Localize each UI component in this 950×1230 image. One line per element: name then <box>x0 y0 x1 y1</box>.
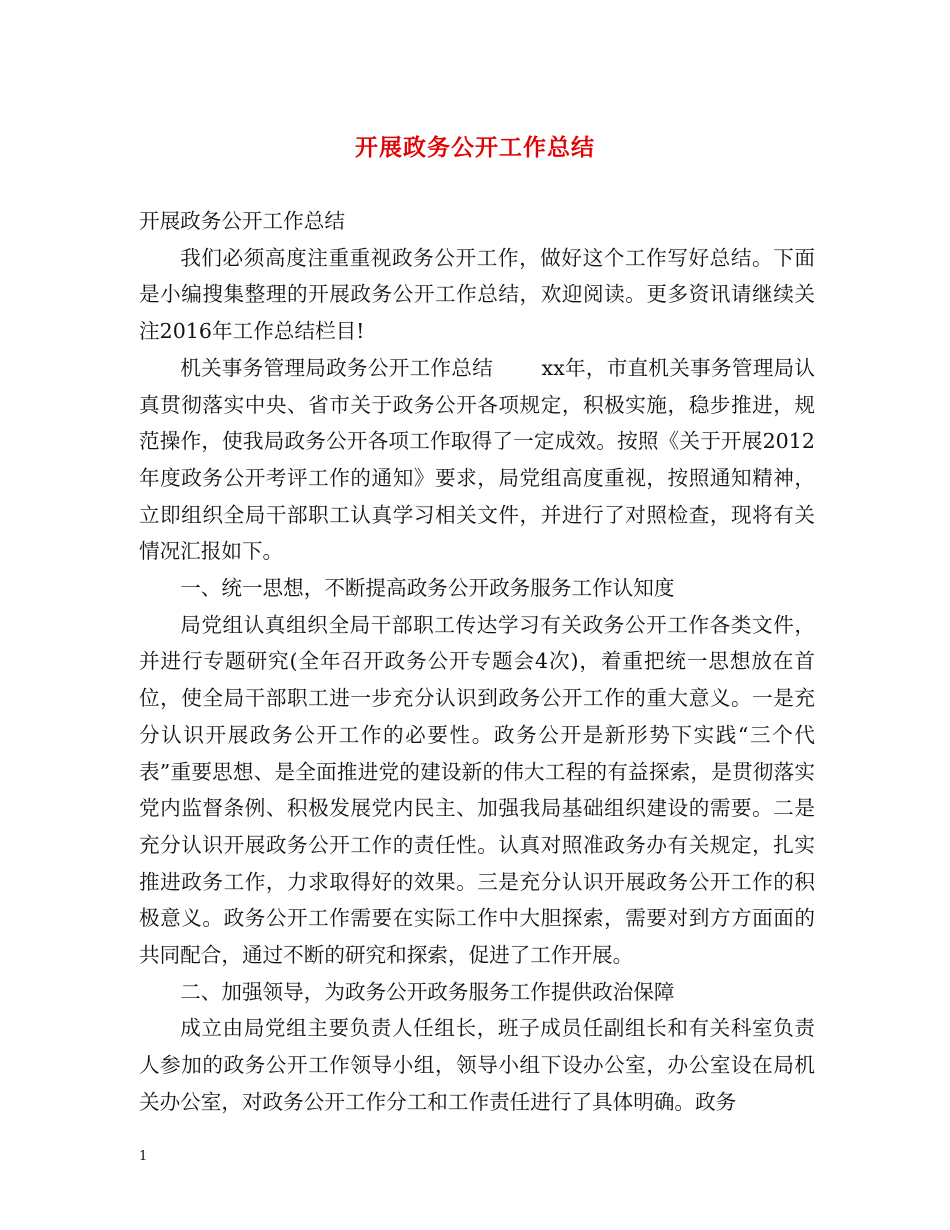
document-body <box>139 203 815 1121</box>
page-number: 1 <box>139 1149 148 1164</box>
section-heading-1: 一、统一思想，不断提高政务公开政务服务工作认知度 <box>180 576 675 601</box>
section-heading-2: 二、加强领导，为政务公开政务服务工作提供政治保障 <box>180 979 675 1004</box>
paragraph-intro: 我们必须高度注重重视政务公开工作，做好这个工作写好总结。下面是小编搜集整理的开展政务公开工作总结，欢迎阅读。更多资讯请继续关注2016年工作总结栏目! <box>139 245 815 344</box>
paragraph-heading: 开展政务公开工作总结 <box>139 209 345 233</box>
paragraph-section-2: 成立由局党组主要负责人任组长，班子成员任副组长和有关科室负责人参加的政务公开工作领导小组，领导小组下设办公室，办公室设在局机关办公室，对政务公开工作分工和工作责任进行了具体明确。政务 <box>139 1016 815 1114</box>
paragraph-section-1: 局党组认真组织全局干部职工传达学习有关政务公开工作各类文件，并进行专题研究(全年召开政务公开专题会4次)，着重把统一思想放在首位，使全局干部职工进一步充分认识到政务公开工作的重大意义。一是充分认识开展政务公开工作的必要性。政务公开是新形势下实践“三个代表”重要思想、是全面推进党的建设新的伟大工程的有益探索，是贯彻落实党内监督条例、积极发展党内民主、加强我局基础组织建设的需要。二是充分认识开展政务公开工作的责任性。认真对照准政务办有关规定，扎实推进政务工作，力求取得好的效果。三是充分认识开展政务公开工作的积极意义。政务公开工作需要在实际工作中大胆探索，需要对到方方面面的共同配合，通过不断的研究和探索，促进了工作开展。 <box>139 612 815 968</box>
document-title: 开展政务公开工作总结 <box>355 134 595 161</box>
paragraph-overview: 机关事务管理局政务公开工作总结 xx年，市直机关事务管理局认真贯彻落实中央、省市关于政务公开各项规定，积极实施，稳步推进，规范操作，使我局政务公开各项工作取得了一定成效。按照《关于开展2012年度政务公开考评工作的通知》要求，局党组高度重视，按照通知精神，立即组织全局干部职工认真学习相关文件，并进行了对照检查，现将有关情况汇报如下。 <box>139 355 815 564</box>
